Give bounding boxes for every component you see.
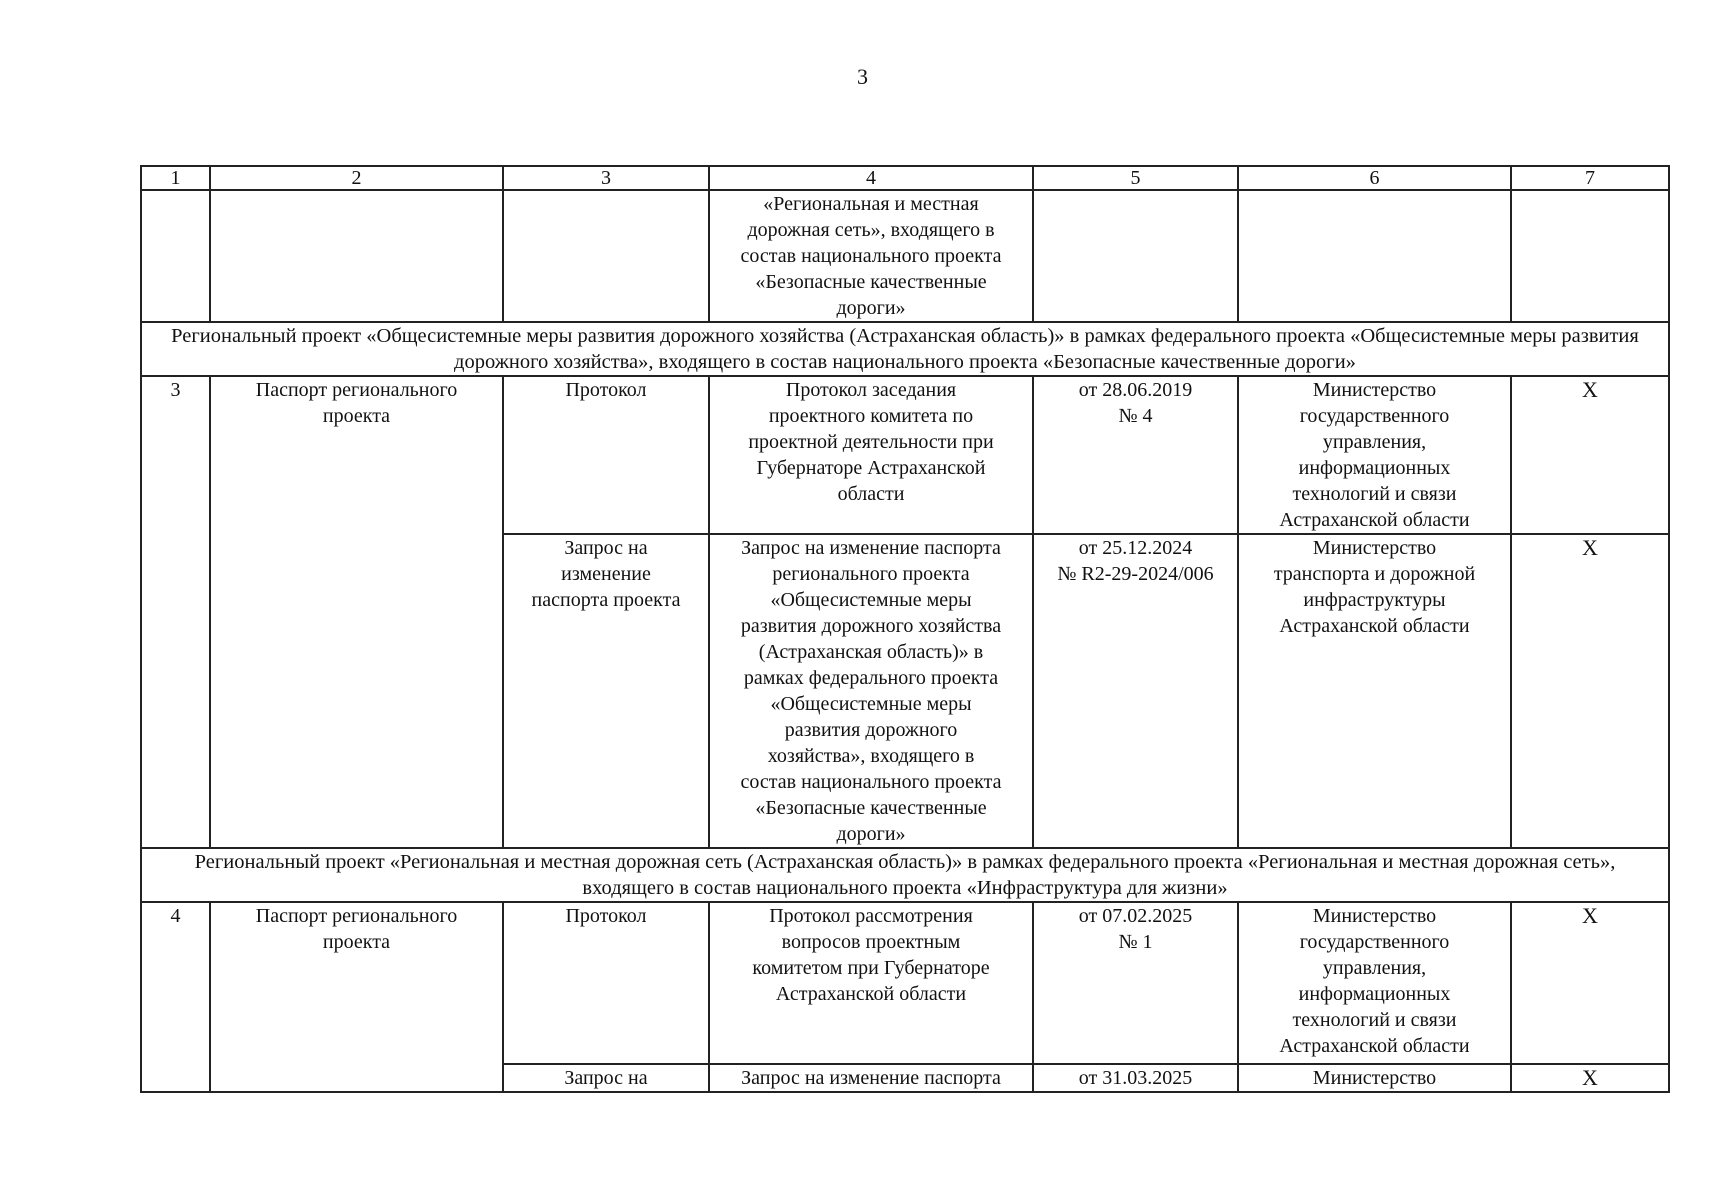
date-number-cell: от 25.12.2024 № R2-29-2024/006 [1033,534,1238,848]
organization-cell: Министерство транспорта и дорожной инфраструктуры Астраханской области [1238,534,1511,848]
mark-cell: Х [1511,902,1669,1064]
column-number-cell: 2 [210,166,503,190]
column-number-cell: 4 [709,166,1033,190]
basis-type-cell: Протокол [503,902,709,1064]
organization-cell: Министерство государственного управления, информационных технологий и связи Астраханской области [1238,902,1511,1064]
basis-name-cell: Запрос на изменение паспорта регионального проекта «Общесистемные меры развития дорожного хозяйства (Астраханская область)» в рамках федерального проекта «Общесистемные меры развития дорожного хозяйства», входящего в состав национального проекта «Безопасные качественные дороги» [709,534,1033,848]
row-number-cell: 4 [141,902,210,1092]
page-number: 3 [857,64,868,89]
date-number-cell: от 07.02.2025 № 1 [1033,902,1238,1064]
column-number-cell: 3 [503,166,709,190]
continuation-row [141,190,1669,322]
section-heading-row [141,848,1669,902]
basis-name-cell: Запрос на изменение паспорта [709,1064,1033,1092]
row-number-cell: 3 [141,376,210,848]
column-number-cell: 1 [141,166,210,190]
organization-cell: Министерство [1238,1064,1511,1092]
basis-type-cell: Запрос на [503,1064,709,1092]
empty-cell [210,190,503,322]
organization-cell: Министерство государственного управления, информационных технологий и связи Астраханской области [1238,376,1511,534]
empty-cell [141,190,210,322]
column-number-cell: 5 [1033,166,1238,190]
section-heading: Региональный проект «Общесистемные меры развития дорожного хозяйства (Астраханская область)» в рамках федерального проекта «Общесистемные меры развития дорожного хозяйства», входящего в состав национального проекта «Безопасные качественные дороги» [141,322,1669,376]
basis-type-cell: Запрос на изменение паспорта проекта [503,534,709,848]
section-heading: Региональный проект «Региональная и местная дорожная сеть (Астраханская область)» в рамках федерального проекта «Региональная и местная дорожная сеть», входящего в состав национального проекта «Инфраструктура для жизни» [141,848,1669,902]
section-heading-row [141,322,1669,376]
column-number-cell: 7 [1511,166,1669,190]
document-cell: Паспорт регионального проекта [210,902,503,1092]
basis-name-cell: Протокол заседания проектного комитета по проектной деятельности при Губернаторе Астраханской области [709,376,1033,534]
empty-cell [1238,190,1511,322]
date-number-cell: от 28.06.2019 № 4 [1033,376,1238,534]
mark-cell: Х [1511,534,1669,848]
empty-cell [1033,190,1238,322]
table-row [141,376,1669,534]
registry-table [140,165,1670,1093]
date-number-cell: от 31.03.2025 [1033,1064,1238,1092]
basis-type-cell: Протокол [503,376,709,534]
document-cell: Паспорт регионального проекта [210,376,503,848]
document-name-cell: «Региональная и местная дорожная сеть», входящего в состав национального проекта «Безопасные качественные дороги» [709,190,1033,322]
basis-name-cell: Протокол рассмотрения вопросов проектным комитетом при Губернаторе Астраханской области [709,902,1033,1064]
column-number-row [141,166,1669,190]
column-number-cell: 6 [1238,166,1511,190]
mark-cell: Х [1511,376,1669,534]
empty-cell [503,190,709,322]
table-row [141,902,1669,1064]
empty-cell [1511,190,1669,322]
mark-cell: Х [1511,1064,1669,1092]
